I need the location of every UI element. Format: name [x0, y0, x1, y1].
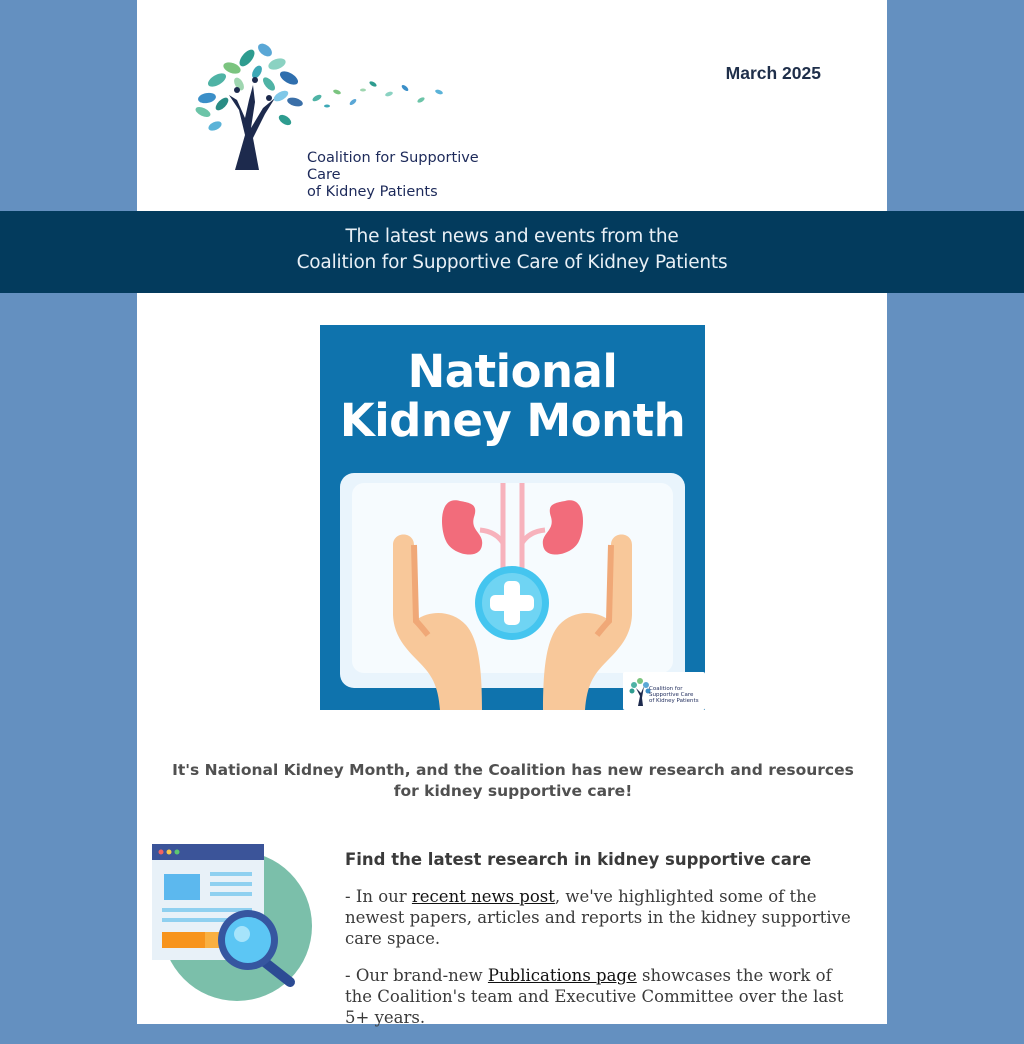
recent-news-post-link[interactable]: recent news post — [411, 887, 555, 906]
intro-text: It's National Kidney Month, and the Coalition has new research and resources for kidney supportive care! — [172, 761, 854, 800]
hero-title — [320, 347, 705, 445]
research-illustration — [150, 842, 315, 1007]
document-search-icon — [150, 842, 315, 1007]
plus-icon — [475, 566, 549, 640]
issue-date: March 2025 — [725, 63, 821, 83]
research-paragraph-2 — [345, 965, 855, 1028]
p2-prefix: - Our brand-new — [345, 966, 488, 985]
mini-badge-line1: Coalition for Supportive Care — [649, 686, 694, 698]
mini-logo-badge — [623, 672, 705, 710]
banner-line2: Coalition for Supportive Care of Kidney Patients — [296, 252, 728, 273]
p1-suffix: , we've highlighted some of the newest papers, articles and reports in the kidney supportive care space. — [345, 887, 851, 948]
p1-prefix: - In our — [345, 887, 412, 906]
logo-text-line1: Coalition for Supportive Care — [307, 150, 479, 183]
header — [137, 0, 887, 211]
national-kidney-month-image[interactable] — [320, 325, 705, 710]
logo-text-line2: of Kidney Patients — [307, 184, 438, 200]
newsletter-banner — [0, 211, 1024, 293]
coalition-logo[interactable] — [177, 40, 487, 200]
p2-suffix: showcases the work of the Coalition's team and Executive Committee over the last 5+ years. — [345, 966, 844, 1027]
research-paragraph-1 — [345, 886, 855, 949]
mini-badge-text — [649, 686, 705, 704]
hero-title-line2: Kidney Month — [339, 394, 686, 447]
logo-text — [307, 150, 487, 201]
publications-page-link[interactable]: Publications page — [487, 966, 637, 985]
hero-title-line1: National — [407, 345, 618, 398]
mini-badge-line2: of Kidney Patients — [649, 698, 699, 704]
research-title: Find the latest research in kidney supportive care — [345, 850, 812, 869]
banner-line1: The latest news and events from the — [345, 226, 679, 247]
research-section — [345, 849, 855, 1044]
